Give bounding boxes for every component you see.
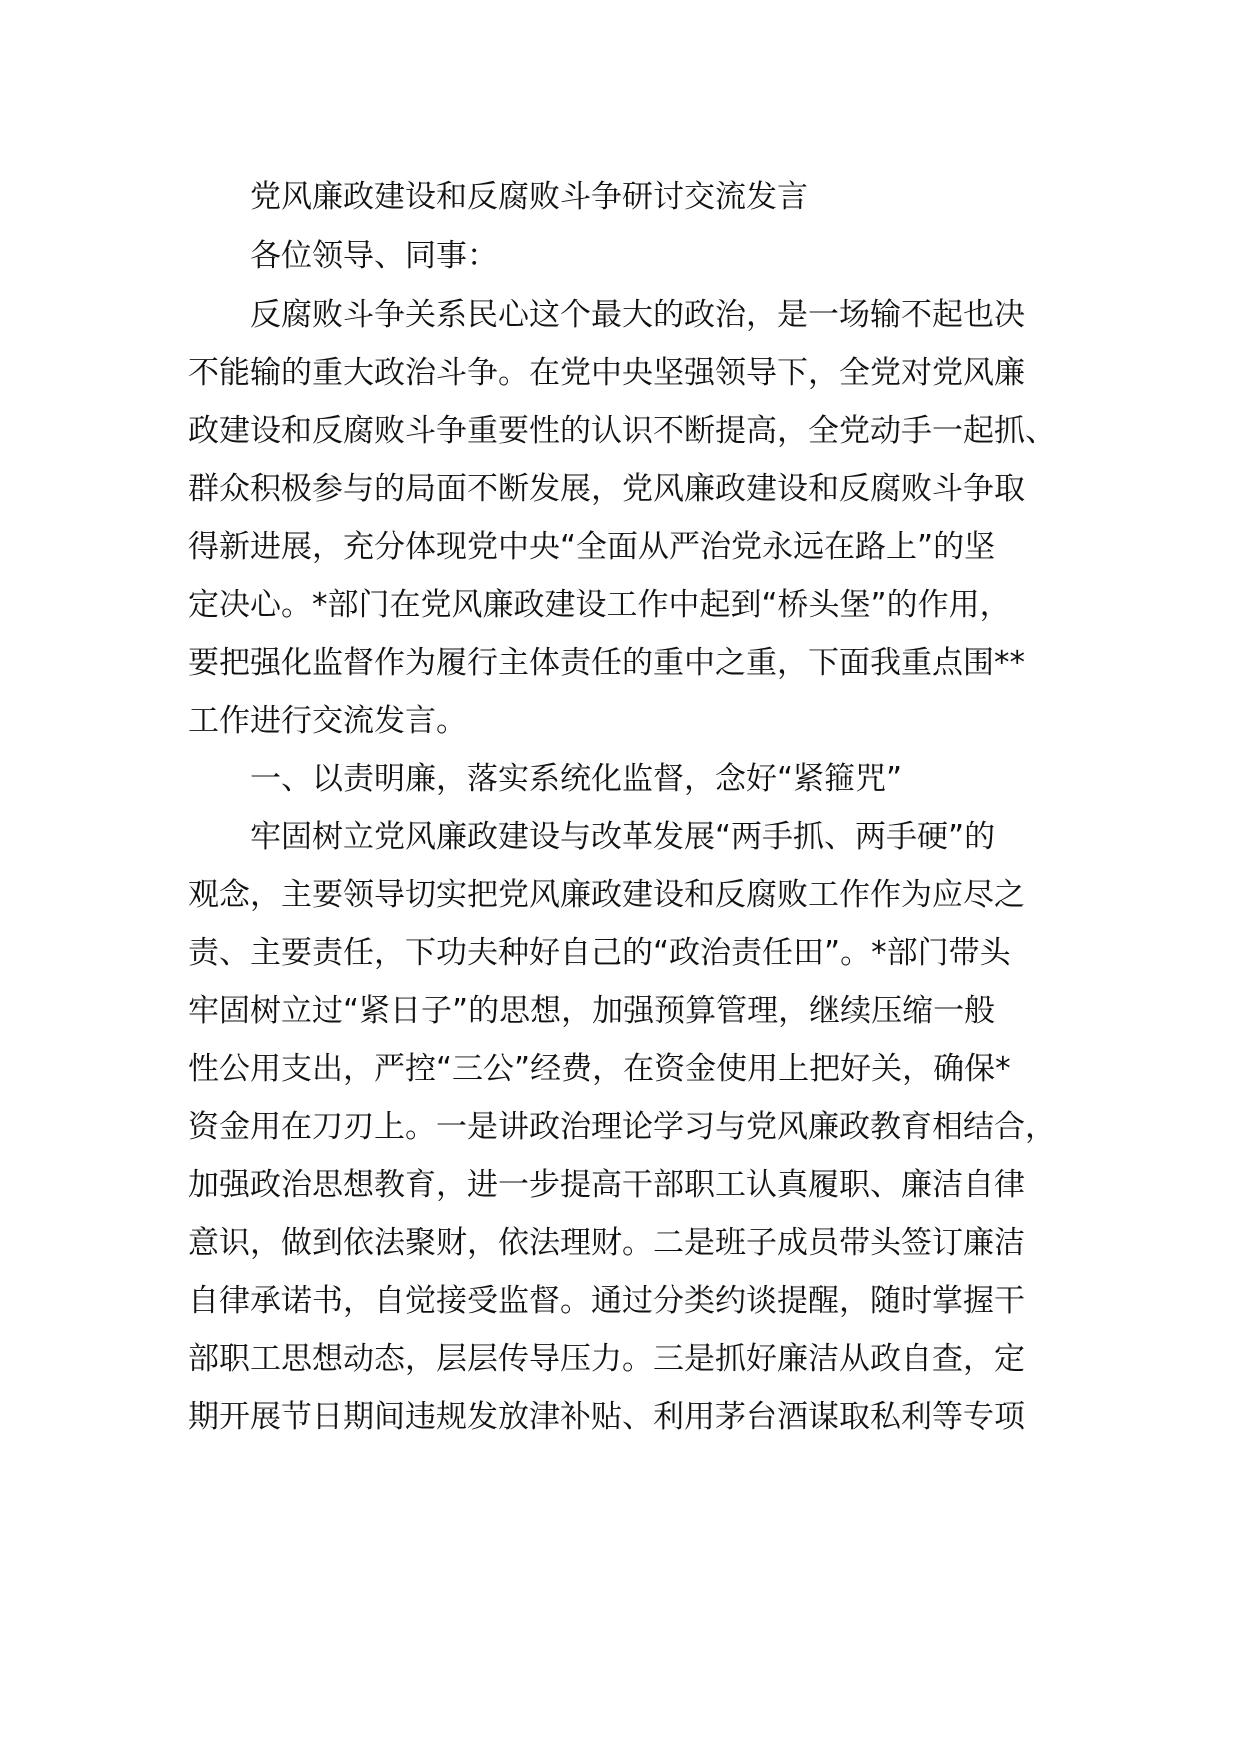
body-line: 性公用支出，严控“三公”经费，在资金使用上把好关，确保* [188, 1051, 1011, 1087]
body-line: 部职工思想动态，层层传导压力。三是抓好廉洁从政自查，定 [188, 1341, 1025, 1377]
body-line: 得新进展，充分体现党中央“全面从严治党永远在路上”的坚 [188, 529, 996, 565]
body-line: 群众积极参与的局面不断发展，党风廉政建设和反腐败斗争取 [188, 471, 1025, 507]
body-line: 意识，做到依法聚财，依法理财。二是班子成员带头签订廉洁 [188, 1225, 1025, 1261]
body-line: 牢固树立过“紧日子”的思想，加强预算管理，继续压缩一般 [188, 993, 996, 1029]
body-line: 反腐败斗争关系民心这个最大的政治，是一场输不起也决 [250, 297, 1025, 333]
body-line: 政建设和反腐败斗争重要性的认识不断提高，全党动手一起抓、 [188, 413, 1056, 449]
body-line: 资金用在刀刃上。一是讲政治理论学习与党风廉政教育相结合， [188, 1109, 1056, 1145]
body-line: 期开展节日期间违规发放津补贴、利用茅台酒谋取私利等专项 [188, 1399, 1025, 1435]
body-line: 要把强化监督作为履行主体责任的重中之重，下面我重点围** [188, 645, 1025, 681]
body-line: 牢固树立党风廉政建设与改革发展“两手抓、两手硬”的 [250, 819, 996, 855]
body-line: 观念，主要领导切实把党风廉政建设和反腐败工作作为应尽之 [188, 877, 1025, 913]
body-line: 不能输的重大政治斗争。在党中央坚强领导下，全党对党风廉 [188, 355, 1025, 391]
body-line: 定决心。*部门在党风廉政建设工作中起到“桥头堡”的作用， [188, 587, 1011, 623]
document-title: 党风廉政建设和反腐败斗争研讨交流发言 [250, 179, 808, 215]
greeting: 各位领导、同事： [250, 238, 498, 274]
section-heading: 一、以责明廉，落实系统化监督，念好“紧箍咒” [250, 761, 903, 797]
body-line: 加强政治思想教育，进一步提高干部职工认真履职、廉洁自律 [188, 1167, 1025, 1203]
body-line: 自律承诺书，自觉接受监督。通过分类约谈提醒，随时掌握干 [188, 1283, 1025, 1319]
body-line: 工作进行交流发言。 [188, 703, 467, 739]
body-line: 责、主要责任，下功夫种好自己的“政治责任田”。*部门带头 [188, 935, 1011, 971]
